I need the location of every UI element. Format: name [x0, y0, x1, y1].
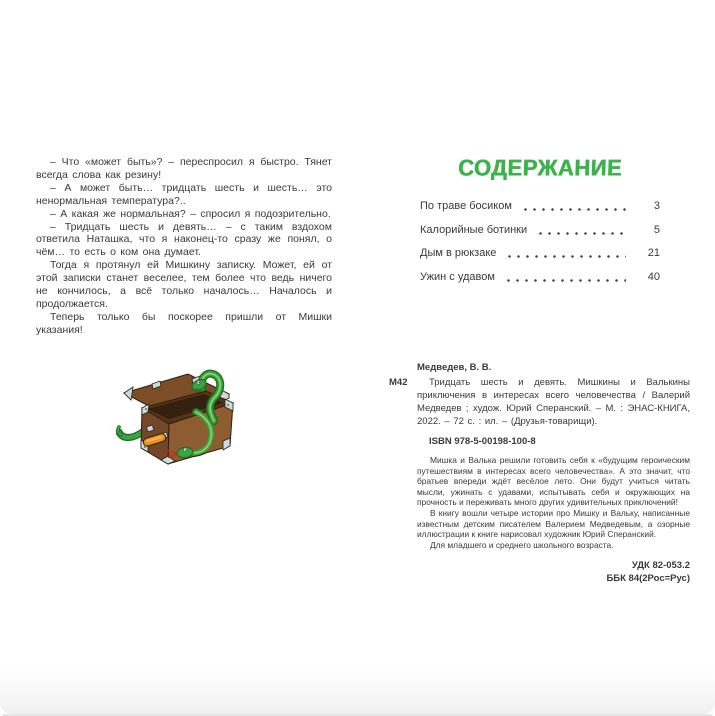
toc-entry [420, 247, 660, 260]
toc-entry-page: 21 [647, 247, 660, 259]
imprint-bibliography: Тридцать шесть и девять. Мишкины и Валькины приключения в интересах всего человечества / Валерий Медведев ; худож. Юрий Сперанский. – М. : ЭНАС-КНИГА, 2022. – 72 с. : ил. – (Друзья-товарищи). [417, 377, 690, 427]
toc-entry [420, 271, 660, 284]
toc-entry-page: 3 [653, 200, 660, 212]
classification-codes [389, 559, 690, 585]
story-paragraph: Теперь только бы поскорее пришли от Мишки указания! [36, 310, 332, 336]
imprint-entry [389, 376, 690, 428]
toc-list [420, 200, 660, 294]
annotation-paragraph: Мишка и Валька решили готовить себя к «будущим героическим путешествиям в интересах всего человечества». А это значит, что братьев впереди ждёт весёлое лето. Они будут учиться читать мысли, ужинать с удавами, испытывать себя и окружающих на прочность и переживать много других удивительных приключений! [417, 455, 690, 508]
isbn: ISBN 978-5-00198-100-8 [429, 436, 536, 447]
imprint-code: М42 [389, 377, 408, 388]
toc-entry-page: 5 [653, 223, 660, 236]
story-paragraph: Тогда я протянул ей Мишкину записку. Может, ей от этой записки станет веселее, тем более что ведь ничего не кончилось, а всё только началось… Началось и продолжается. [36, 259, 332, 310]
story-paragraph: – А может быть… тридцать шесть и шесть… это ненормальная температура?.. [36, 181, 332, 207]
toc-title: СОДЕРЖАНИЕ [457, 154, 623, 181]
toc-dot-leader [539, 232, 626, 235]
toc-entry-label: Калорийные ботинки [420, 223, 528, 236]
imprint-author: Медведев, В. В. [417, 362, 492, 373]
toc-dot-leader [507, 279, 626, 282]
toc-entry-label: Ужин с удавом [420, 270, 495, 283]
toc-entry [420, 200, 660, 213]
story-paragraph: – Тридцать шесть и девять… – с таким вздохом ответила Наташка, что я наконец-то сразу же понял, о чём… то есть о ком она думает. [36, 220, 332, 259]
annotation-block [417, 455, 690, 550]
toc-entry-page: 40 [647, 270, 660, 283]
story-paragraph: – Что «может быть»? – переспросил я быстро. Тянет всегда слова как резину! [36, 156, 332, 181]
suitcase-snakes-illustration [116, 360, 294, 486]
toc-dot-leader [508, 255, 626, 258]
bbk-code: ББК 84(2Рос=Рус) [606, 573, 690, 585]
story-text-block [36, 156, 332, 337]
toc-dot-leader [524, 208, 626, 211]
toc-entry-label: Дым в рюкзаке [420, 247, 497, 259]
udk-code: УДК 82-053.2 [631, 560, 690, 572]
toc-entry-label: По траве босиком [420, 200, 512, 212]
page-bottom-shadow [0, 668, 715, 714]
toc-entry [420, 224, 660, 237]
imprint-block [389, 361, 690, 585]
story-paragraph: – А какая же нормальная? – спросил я подозрительно. [50, 207, 331, 220]
annotation-paragraph: Для младшего и среднего школьного возраста. [430, 539, 614, 550]
annotation-paragraph: В книгу вошли четыре истории про Мишку и Вальку, написанные известным детским писателем Валерием Медведевым, а озорные иллюстрации к книге нарисовал художник Юрий Сперанский. [417, 507, 690, 540]
